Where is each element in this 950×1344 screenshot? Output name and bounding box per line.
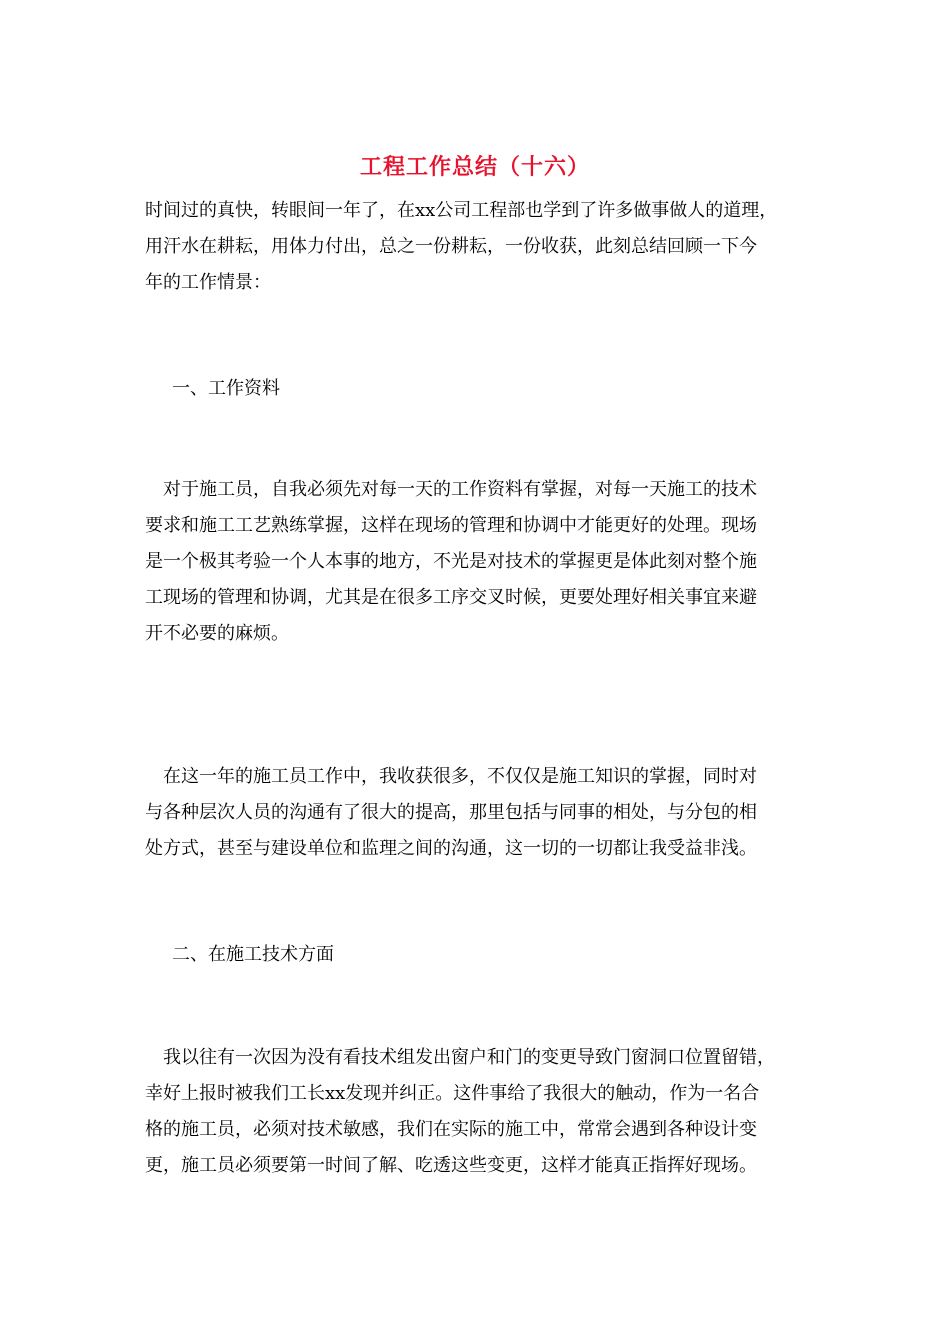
text-line: 时间过的真快，转眼间一年了，在xx公司工程部也学到了许多做事做人的道理， [145, 200, 778, 221]
section-heading-technique: 二、在施工技术方面 [172, 944, 334, 965]
technique-paragraph [145, 1040, 805, 1184]
section-heading-work: 一、工作资料 [172, 378, 280, 399]
work-paragraph [145, 472, 805, 652]
text-line: 用汗水在耕耘，用体力付出，总之一份耕耘，一份收获，此刻总结回顾一下今 [145, 236, 757, 257]
text-line: 要求和施工工艺熟练掌握，这样在现场的管理和协调中才能更好的处理。现场 [145, 515, 757, 536]
gain-paragraph [145, 759, 805, 867]
text-line: 处方式，甚至与建设单位和监理之间的沟通，这一切的一切都让我受益非浅。 [145, 838, 757, 859]
text-line: 对于施工员，自我必须先对每一天的工作资料有掌握，对每一天施工的技术 [145, 479, 757, 500]
text-line: 在这一年的施工员工作中，我收获很多，不仅仅是施工知识的掌握，同时对 [145, 766, 757, 787]
text-line: 格的施工员，必须对技术敏感，我们在实际的施工中，常常会遇到各种设计变 [145, 1119, 757, 1140]
text-line: 幸好上报时被我们工长xx发现并纠正。这件事给了我很大的触动，作为一名合 [145, 1083, 760, 1104]
text-line: 与各种层次人员的沟通有了很大的提高，那里包括与同事的相处，与分包的相 [145, 802, 757, 823]
text-line: 更，施工员必须要第一时间了解、吃透这些变更，这样才能真正指挥好现场。 [145, 1155, 757, 1176]
text-line: 年的工作情景： [145, 272, 271, 293]
text-line: 我以往有一次因为没有看技术组发出窗户和门的变更导致门窗洞口位置留错， [145, 1047, 775, 1068]
document-title: 工程工作总结（十六） [359, 154, 590, 180]
text-line: 工现场的管理和协调，尤其是在很多工序交叉时候，更要处理好相关事宜来避 [145, 587, 757, 608]
text-line: 是一个极其考验一个人本事的地方，不光是对技术的掌握更是体此刻对整个施 [145, 551, 757, 572]
text-line: 开不必要的麻烦。 [145, 623, 289, 644]
intro-paragraph [145, 193, 805, 301]
